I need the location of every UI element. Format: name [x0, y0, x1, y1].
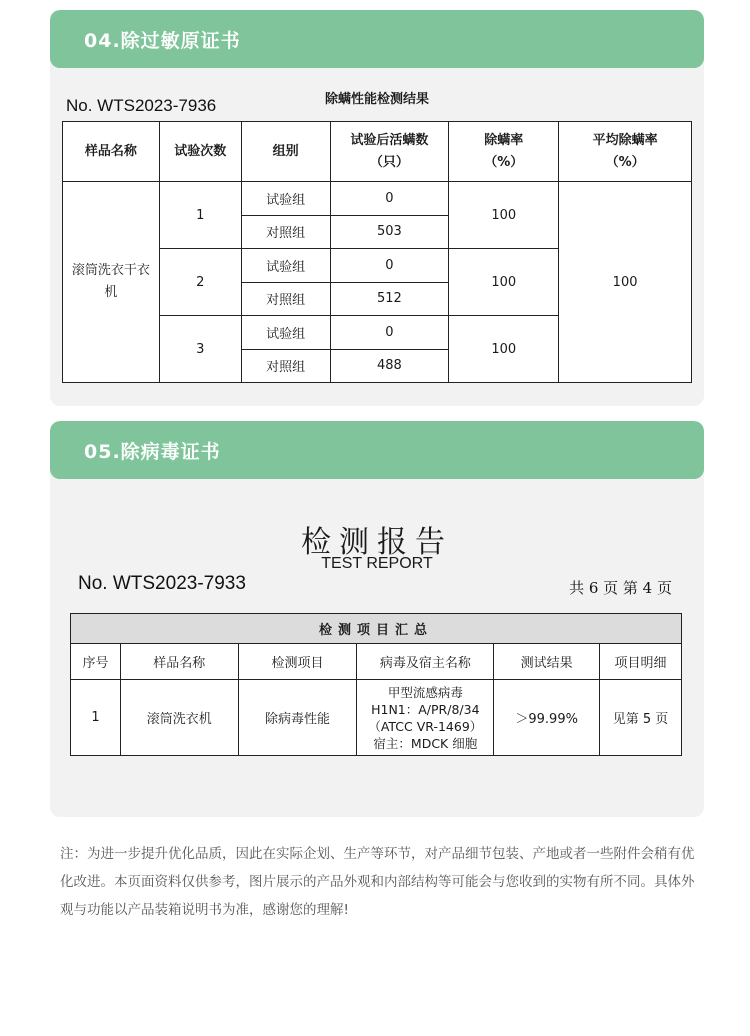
col-sample-name: 样品名称 — [63, 122, 160, 182]
rate-cell: 100 — [449, 182, 559, 249]
col-average-rate: 平均除螨率 （%） — [559, 122, 692, 182]
group-cell: 试验组 — [241, 249, 330, 283]
virus-line: 甲型流感病毒 — [387, 684, 463, 700]
col-removal-rate-label: 除螨率 — [484, 132, 524, 148]
group-cell: 对照组 — [241, 215, 330, 249]
section-title: 04.除过敏原证书 — [84, 29, 241, 52]
count-cell: 512 — [330, 282, 449, 316]
report-title-en: TEST REPORT — [321, 555, 433, 572]
table-header-row — [71, 644, 682, 680]
detail-cell: 见第 5 页 — [600, 680, 682, 756]
report-number: No. WTS2023-7936 — [66, 96, 217, 115]
group-cell: 对照组 — [241, 282, 330, 316]
virus-line: （ATCC VR-1469） — [368, 718, 483, 734]
trial-number: 2 — [159, 249, 241, 316]
item-cell: 除病毒性能 — [238, 680, 357, 756]
antivirus-certificate-card — [50, 421, 704, 817]
col-test-item: 检测项目 — [238, 644, 357, 680]
table-header-row — [63, 122, 692, 182]
col-item-detail: 项目明细 — [600, 644, 682, 680]
result-cell: ＞99.99% — [494, 680, 600, 756]
col-trial-count: 试验次数 — [159, 122, 241, 182]
table-row — [71, 680, 682, 756]
table-title: 除螨性能检测结果 — [324, 92, 429, 107]
trial-number: 1 — [159, 182, 241, 249]
col-live-mites: 试验后活螨数 （只） — [330, 122, 449, 182]
col-average-rate-label: 平均除螨率 — [592, 132, 658, 148]
table-row — [63, 182, 692, 216]
section-title: 05.除病毒证书 — [84, 440, 221, 463]
col-virus-host: 病毒及宿主名称 — [357, 644, 494, 680]
virus-line: H1N1：A/PR/8/34 — [371, 701, 480, 717]
allergen-certificate-card — [50, 10, 704, 406]
mite-results-table — [62, 121, 692, 383]
count-cell: 503 — [330, 215, 449, 249]
col-test-result: 测试结果 — [494, 644, 600, 680]
count-cell: 0 — [330, 182, 449, 216]
report-number: No. WTS2023-7933 — [78, 573, 246, 594]
count-cell: 488 — [330, 349, 449, 383]
col-sample-name: 样品名称 — [120, 644, 238, 680]
col-group: 组别 — [241, 122, 330, 182]
virus-host-cell — [357, 680, 494, 756]
disclaimer-note: 注：为进一步提升优化品质，因此在实际企划、生产等环节，对产品细节包装、产地或者一些附件会稍有优化改进。本页面资料仅供参考，图片展示的产品外观和内部结构等可能会与您收到的实物有所不同。具体外观与功能以产品装箱说明书为准，感谢您的理解! — [60, 846, 695, 918]
report-title-cn: 检测报告 — [301, 525, 453, 560]
group-cell: 试验组 — [241, 182, 330, 216]
trial-number: 3 — [159, 316, 241, 383]
index-cell: 1 — [71, 680, 121, 756]
virus-summary-table — [70, 613, 682, 756]
section-header-antivirus — [50, 421, 704, 479]
count-cell: 0 — [330, 249, 449, 283]
rate-cell: 100 — [449, 316, 559, 383]
group-cell: 对照组 — [241, 349, 330, 383]
col-removal-rate: 除螨率 （%） — [449, 122, 559, 182]
count-cell: 0 — [330, 316, 449, 350]
virus-line: 宿主：MDCK 细胞 — [373, 735, 478, 751]
section-header-allergen — [50, 10, 704, 68]
sample-cell: 滚筒洗衣机 — [120, 680, 238, 756]
rate-cell: 100 — [449, 249, 559, 316]
group-cell: 试验组 — [241, 316, 330, 350]
col-live-mites-label: 试验后活螨数 — [350, 132, 429, 148]
average-rate-cell: 100 — [559, 182, 692, 383]
page-info: 共 6 页 第 4 页 — [569, 579, 672, 597]
col-index: 序号 — [71, 644, 121, 680]
summary-label: 检测项目汇总 — [71, 614, 682, 644]
summary-row — [71, 614, 682, 644]
sample-name-cell: 滚筒洗衣干衣机 — [63, 182, 160, 383]
